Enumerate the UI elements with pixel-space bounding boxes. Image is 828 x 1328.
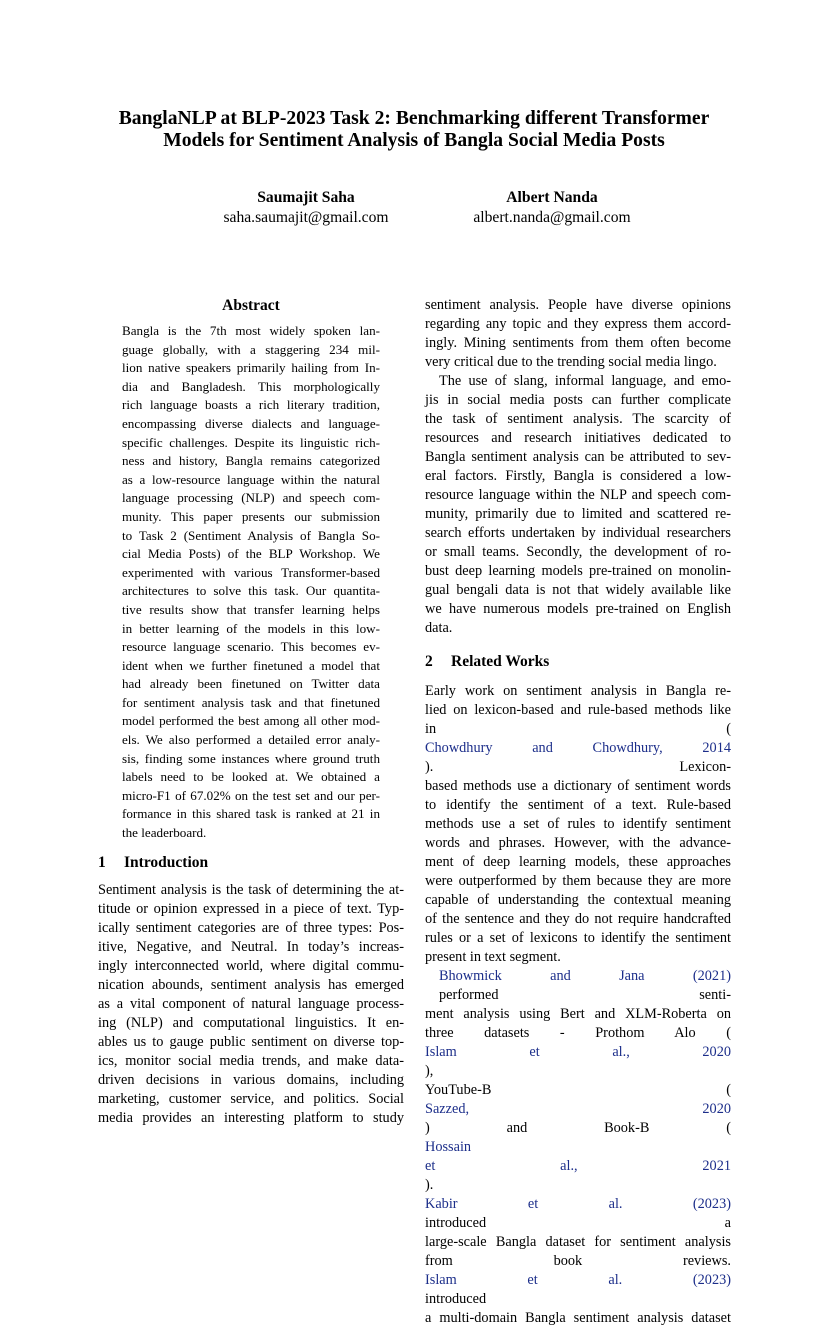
section-title: Introduction <box>124 853 209 871</box>
text-line <box>425 1252 731 1309</box>
left-column <box>98 296 404 1128</box>
text-line: as a vital component of natural language process- <box>98 995 404 1012</box>
text-line: labels need to be looked at. We obtained a <box>122 769 380 785</box>
text-line: for sentiment analysis task and that finetuned <box>122 694 380 710</box>
text-line: words and phrases. However, with the advance- <box>425 835 731 851</box>
text-line: or small teams. Secondly, the development of ro- <box>425 544 731 560</box>
related-works-paragraph-1 <box>425 682 731 967</box>
text-line: Bangla is the 7th most widely spoken lan- <box>122 323 380 338</box>
text-line: itive, Negative, and Neutral. In today’s increas- <box>98 938 404 955</box>
text-line: ment of deep learning models, these approaches <box>425 854 731 870</box>
text-line: jis in social media posts can further complicate <box>425 392 731 408</box>
text-line <box>425 1157 731 1233</box>
text-fragment: ) and Book-B ( <box>425 1120 731 1136</box>
text-fragment: ), <box>425 1063 434 1079</box>
citation-link[interactable]: Islam et al., 2020 <box>425 1044 731 1060</box>
text-fragment: introduced <box>425 1291 487 1307</box>
text-line <box>425 967 731 1005</box>
citation-link[interactable]: Kabir et al. (2023) <box>425 1196 731 1212</box>
text-line: Bangla sentiment analysis can be attributed to sev- <box>425 449 731 465</box>
text-line: architectures to solve this task. Our quantita- <box>122 583 380 599</box>
related-works-paragraph-2 <box>425 967 731 1328</box>
text-line: marketing, customer service, and politics. Social <box>98 1090 404 1107</box>
author-name: Albert Nanda <box>506 189 598 206</box>
text-line: ing (NLP) and computational linguistics. It en- <box>98 1014 404 1031</box>
text-line: Sentiment analysis is the task of determining the at- <box>98 881 404 898</box>
text-line: ness and history, Bangla remains categorized <box>122 453 380 469</box>
text-fragment: ). Lexicon- <box>425 759 731 775</box>
text-line: eral factors. Firstly, Bangla is considered a low- <box>425 468 731 484</box>
text-fragment: in ( <box>425 721 731 737</box>
text-line: methods use a set of rules to identify sentiment <box>425 816 731 832</box>
text-line: gual bengali data is not that widely available like <box>425 582 731 598</box>
text-line: resource language within the NLP and speech com- <box>425 487 731 503</box>
text-line <box>425 1024 731 1081</box>
text-line: data. <box>425 620 453 636</box>
text-line: as a low-resource language within the natural <box>122 471 380 487</box>
text-line: ingly interconnected world, where digital commu- <box>98 957 404 974</box>
section-heading-related-works <box>425 652 731 672</box>
section-heading-introduction <box>98 853 404 873</box>
text-line <box>425 1081 731 1157</box>
text-line: capable of understanding the contextual meaning <box>425 892 731 908</box>
author-block-2 <box>422 188 682 228</box>
text-line: ables us to gauge public sentiment on diverse top- <box>98 1033 404 1050</box>
text-line: very critical due to the trending social media lingo. <box>425 354 717 370</box>
introduction-continued-paragraph <box>425 296 731 372</box>
section-title: Related Works <box>451 653 550 670</box>
text-line: specific challenges. Despite its linguistic rich- <box>122 434 380 450</box>
text-line: dia and Bangladesh. This morphologically <box>122 378 380 394</box>
title-line-2: Models for Sentiment Analysis of Bangla Social Media Posts <box>163 130 665 151</box>
author-email: albert.nanda@gmail.com <box>473 209 631 226</box>
text-line: model performed the best among all other mod- <box>122 713 380 729</box>
text-line: micro-F1 of 67.02% on the test set and our per- <box>122 787 380 803</box>
text-line: cial Media Posts) of the BLP Workshop. We <box>122 546 380 562</box>
text-line: media provides an interesting platform to study <box>98 1109 404 1126</box>
author-email: saha.saumajit@gmail.com <box>223 209 389 226</box>
text-fragment: ). <box>425 1177 434 1193</box>
text-fragment: from book reviews. <box>425 1253 731 1269</box>
text-line: ident when we further finetuned a model that <box>122 657 380 673</box>
text-line: based methods use a dictionary of sentiment words <box>425 778 731 794</box>
text-line: titude or opinion expressed in a piece of text. Typ- <box>98 900 404 917</box>
text-fragment: performed senti- <box>439 987 731 1003</box>
text-line: large-scale Bangla dataset for sentiment analysis <box>425 1234 731 1250</box>
text-line: ically sentiment categories are of three types: Pos- <box>98 919 404 936</box>
text-line: of the sentence and they do not require handcrafted <box>425 911 731 927</box>
text-line: rich language boasts a rich literary tradition, <box>122 397 380 413</box>
text-line: regarding any topic and they express them accord- <box>425 316 731 332</box>
text-line: had already been finetuned on Twitter data <box>122 676 380 692</box>
text-line: we have numerous models pre-trained on English <box>425 601 731 617</box>
text-line: in better learning of the models in this low- <box>122 620 380 636</box>
text-line: resources and research initiatives dedicated to <box>425 430 731 446</box>
author-name: Saumajit Saha <box>257 189 355 206</box>
text-line: sentiment analysis. People have diverse opinions <box>425 297 731 313</box>
related-works-paragraph-1-rest <box>425 777 731 967</box>
citation-link[interactable]: et al., 2021 <box>425 1158 731 1174</box>
introduction-paragraph <box>98 881 404 1128</box>
text-line: resource language scenario. This becomes ev- <box>122 639 380 655</box>
text-line: search efforts undertaken by individual researchers <box>425 525 731 541</box>
text-line: The use of slang, informal language, and emo- <box>439 373 731 389</box>
abstract-body <box>122 322 380 843</box>
text-fragment: introduced a <box>425 1215 731 1231</box>
text-line: sis, finding some instances where ground truth <box>122 750 380 766</box>
text-line: munity, primarily due to limited and scattered re- <box>425 506 731 522</box>
section-number: 2 <box>425 653 433 670</box>
text-line: ingly. Mining sentiments from them often become <box>425 335 731 351</box>
text-line: ics, monitor social media trends, and make data- <box>98 1052 404 1069</box>
text-line: the task of sentiment analysis. The scarcity of <box>425 411 731 427</box>
citation-link[interactable]: Sazzed, 2020 <box>425 1101 731 1117</box>
title-line-1: BanglaNLP at BLP-2023 Task 2: Benchmarking different Transformer <box>118 108 710 129</box>
text-line: experimented with various Transformer-based <box>122 564 380 580</box>
text-line: to Task 2 (Sentiment Analysis of Bangla So- <box>122 527 380 543</box>
text-line: tive results show that transfer learning helps <box>122 601 380 617</box>
text-line: lied on lexicon-based and rule-based methods like <box>425 702 731 718</box>
paper-title <box>60 108 768 152</box>
introduction-paragraph-2 <box>425 372 731 638</box>
abstract-heading: Abstract <box>222 297 280 314</box>
citation-link[interactable]: Hossain <box>425 1139 472 1155</box>
text-line: guage globally, with a staggering 234 mil- <box>122 341 380 357</box>
text-line: munity. This paper presents our submission <box>122 508 380 524</box>
citation-link[interactable]: Chowdhury and Chowdhury, 2014 <box>425 740 731 756</box>
text-line: nication abounds, sentiment analysis has emerged <box>98 976 404 993</box>
text-line: to identify the sentiment of a text. Rule-based <box>425 797 731 813</box>
citation-link[interactable]: Bhowmick and Jana (2021) <box>439 968 731 984</box>
text-line: encompassing diverse dialects and language- <box>122 415 380 431</box>
text-line <box>425 720 731 777</box>
text-line: the leaderboard. <box>122 825 207 841</box>
text-line: Early work on sentiment analysis in Bangla re- <box>425 683 731 699</box>
right-column <box>425 296 731 1328</box>
text-line: rules or a set of lexicons to identify the sentiment <box>425 930 731 946</box>
text-line: formance in this shared task is ranked at 21 in <box>122 806 380 822</box>
text-fragment: YouTube-B ( <box>425 1082 731 1098</box>
text-line: bust deep learning models pre-trained on monolin- <box>425 563 731 579</box>
text-line: els. We also performed a detailed error analy- <box>122 732 380 748</box>
text-line: lion native speakers primarily hailing from In- <box>122 360 380 376</box>
text-line: a multi-domain Bangla sentiment analysis dataset <box>425 1310 731 1326</box>
citation-link[interactable]: Islam et al. (2023) <box>425 1272 731 1288</box>
text-line: ment analysis using Bert and XLM-Roberta on <box>425 1006 731 1022</box>
text-line: driven decisions in various domains, including <box>98 1071 404 1088</box>
text-line: were outperformed by them because they are more <box>425 873 731 889</box>
text-line: language processing (NLP) and speech com- <box>122 490 380 506</box>
text-fragment: three datasets - Prothom Alo ( <box>425 1025 731 1041</box>
text-line: present in text segment. <box>425 949 561 965</box>
section-number: 1 <box>98 853 106 871</box>
author-block-1 <box>176 188 436 228</box>
